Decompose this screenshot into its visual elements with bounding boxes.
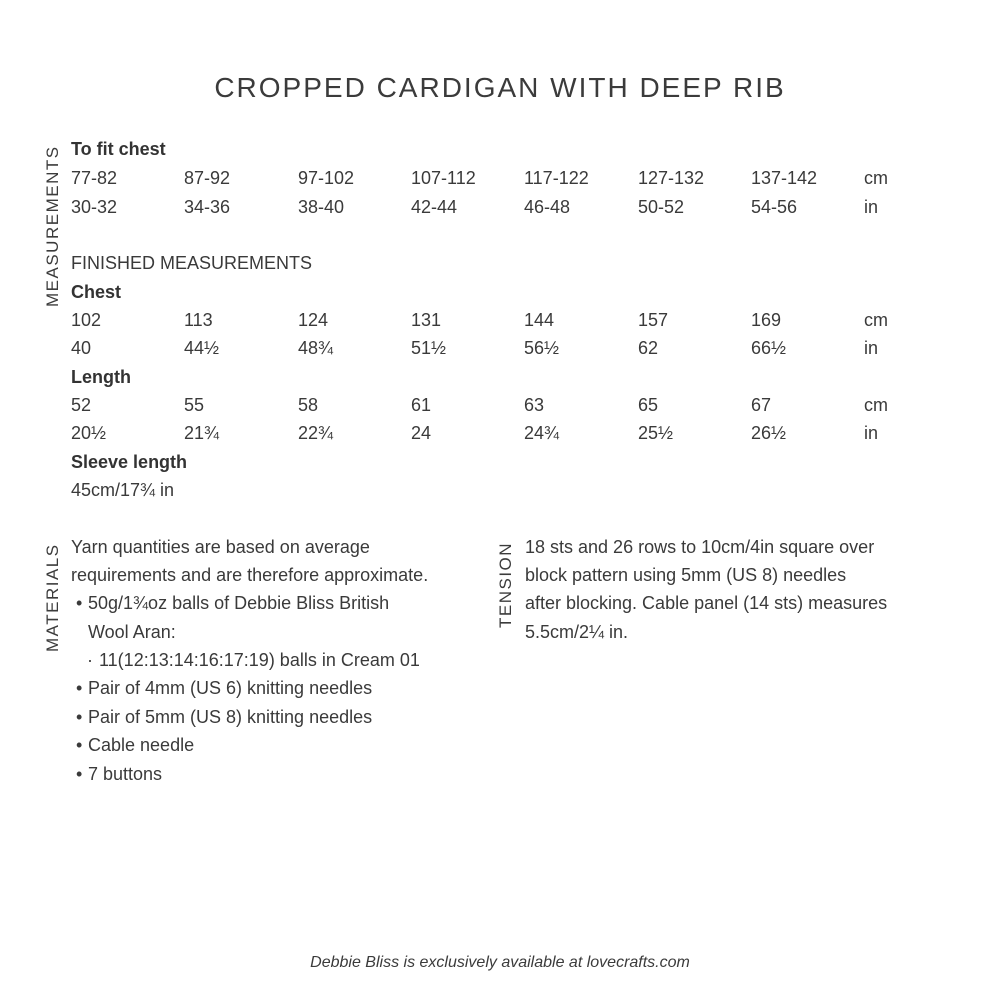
bullet-icon: •	[76, 707, 83, 727]
materials-item-3: Pair of 5mm (US 8) knitting needles	[88, 707, 373, 727]
materials-item-4: Cable needle	[88, 735, 195, 755]
size-cell: 38-40	[298, 197, 345, 217]
tension-line-1: 18 sts and 26 rows to 10cm/4in square over	[525, 537, 875, 557]
tension-line-4: 5.5cm/2¼ in.	[525, 622, 629, 642]
length-label: Length	[71, 367, 131, 387]
size-cell: 87-92	[184, 168, 231, 188]
materials-section-label: MATERIALS	[43, 543, 62, 652]
size-cell: 21¾	[184, 423, 220, 443]
size-cell: 65	[638, 395, 659, 415]
tension-line-3: after blocking. Cable panel (14 sts) measures	[525, 593, 888, 613]
size-cell: 55	[184, 395, 205, 415]
size-cell: 137-142	[751, 168, 818, 188]
unit-cell: in	[864, 197, 879, 217]
size-cell: 107-112	[411, 168, 476, 188]
size-cell: 34-36	[184, 197, 231, 217]
size-cell: 97-102	[298, 168, 355, 188]
size-cell: 52	[71, 395, 92, 415]
size-cell: 22¾	[298, 423, 334, 443]
size-cell: 58	[298, 395, 319, 415]
chest-label: Chest	[71, 282, 122, 302]
size-cell: 117-122	[524, 168, 589, 188]
materials-item-2: Pair of 4mm (US 6) knitting needles	[88, 678, 373, 698]
materials-intro-line-2: requirements and are therefore approximate.	[71, 565, 429, 585]
size-cell: 44½	[184, 338, 220, 358]
materials-item-1-line-1: 50g/1¾oz balls of Debbie Bliss British	[88, 593, 390, 613]
tension-line-2: block pattern using 5mm (US 8) needles	[525, 565, 847, 585]
size-cell: 66½	[751, 338, 787, 358]
size-cell: 40	[71, 338, 92, 358]
materials-item-5: 7 buttons	[88, 764, 163, 784]
size-cell: 113	[184, 310, 213, 330]
size-cell: 157	[638, 310, 669, 330]
size-cell: 25½	[638, 423, 674, 443]
size-cell: 24¾	[524, 423, 560, 443]
measurements-section-label: MEASUREMENTS	[43, 145, 62, 307]
size-cell: 56½	[524, 338, 560, 358]
to-fit-chest-label: To fit chest	[71, 139, 166, 159]
size-cell: 127-132	[638, 168, 705, 188]
unit-cell: in	[864, 338, 879, 358]
size-cell: 26½	[751, 423, 787, 443]
size-cell: 77-82	[71, 168, 118, 188]
tension-section-label: TENSION	[496, 541, 515, 628]
unit-cell: cm	[864, 395, 888, 415]
materials-item-1-line-2: Wool Aran:	[88, 622, 176, 642]
footer-note: Debbie Bliss is exclusively available at lovecrafts.com	[310, 954, 690, 971]
bullet-icon: •	[76, 735, 83, 755]
finished-measurements-heading: FINISHED MEASUREMENTS	[71, 253, 313, 273]
bullet-icon: •	[76, 764, 83, 784]
bullet-icon: •	[76, 678, 83, 698]
size-cell: 67	[751, 395, 772, 415]
materials-intro-line-1: Yarn quantities are based on average	[71, 537, 370, 557]
size-cell: 51½	[411, 338, 447, 358]
size-cell: 131	[411, 310, 442, 330]
unit-cell: cm	[864, 310, 888, 330]
unit-cell: cm	[864, 168, 888, 188]
size-cell: 46-48	[524, 197, 571, 217]
size-cell: 61	[411, 395, 432, 415]
size-cell: 124	[298, 310, 329, 330]
size-cell: 50-52	[638, 197, 685, 217]
size-cell: 42-44	[411, 197, 458, 217]
size-cell: 20½	[71, 423, 107, 443]
size-cell: 63	[524, 395, 545, 415]
size-cell: 169	[751, 310, 782, 330]
size-cell: 54-56	[751, 197, 798, 217]
size-cell: 24	[411, 423, 432, 443]
sleeve-length-label: Sleeve length	[71, 452, 188, 472]
sub-bullet-icon: ·	[87, 650, 93, 670]
materials-item-1-sub: 11(12:13:14:16:17:19) balls in Cream 01	[99, 650, 420, 670]
size-cell: 48¾	[298, 338, 334, 358]
size-cell: 30-32	[71, 197, 118, 217]
page-title: CROPPED CARDIGAN WITH DEEP RIB	[214, 72, 786, 103]
sleeve-length-value: 45cm/17¾ in	[71, 480, 175, 500]
size-cell: 102	[71, 310, 102, 330]
size-cell: 62	[638, 338, 659, 358]
bullet-icon: •	[76, 593, 83, 613]
unit-cell: in	[864, 423, 879, 443]
size-cell: 144	[524, 310, 555, 330]
